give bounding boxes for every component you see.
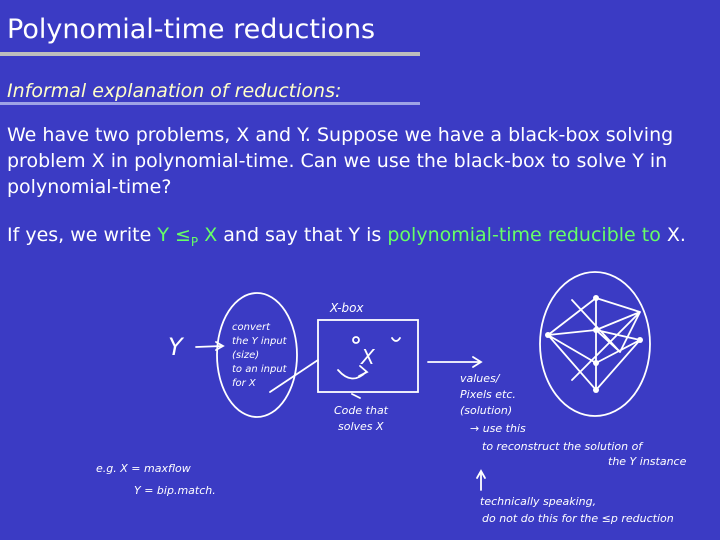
definition-suffix: X.: [660, 224, 686, 246]
definition-prefix: If yes, we write: [7, 224, 158, 246]
page-title: Polynomial-time reductions: [7, 14, 376, 45]
hw-code-line-2: solves X: [338, 420, 384, 433]
notation-x: X: [204, 224, 218, 246]
hw-convert-line-3: (size): [232, 350, 260, 361]
hw-convert-line-2: the Y input: [232, 336, 287, 347]
notation-y: Y: [157, 224, 169, 246]
hw-eg-line-2: Y = bip.match.: [134, 484, 216, 497]
network-edges: [548, 298, 640, 390]
section-subtitle: Informal explanation of reductions:: [7, 80, 342, 102]
hw-values-line-2: Pixels etc.: [460, 388, 516, 401]
network-node-sink: [637, 337, 643, 343]
code-pointer: [352, 394, 360, 398]
notation-sub-p: P: [190, 234, 199, 249]
hw-technical-line-2: do not do this for the ≤p reduction: [482, 512, 674, 525]
paragraph-question: We have two problems, X and Y. Suppose we have a black-box solving problem X in polynomial-time. Can we use the black-box to solve Y in polynomial-time?: [7, 124, 674, 198]
hw-convert-line-5: for X: [232, 378, 256, 389]
box-dot-left: [353, 337, 359, 343]
definition-middle: and say that Y is: [217, 224, 388, 246]
box-mark-right: [392, 338, 400, 341]
hw-xbox-label: X-box: [330, 301, 364, 315]
hw-convert-line-1: convert: [232, 322, 271, 333]
network-node-d: [593, 387, 599, 393]
hw-y-label: Y: [168, 333, 183, 361]
hw-eg-line-1: e.g. X = maxflow: [96, 462, 191, 475]
notation-leq: ≤: [174, 224, 191, 246]
network-node-c: [593, 360, 599, 366]
hw-values-line-1: values/: [460, 372, 500, 385]
hw-values-line-3: (solution): [460, 404, 513, 417]
term-reducible: polynomial-time reducible to: [387, 224, 661, 246]
hw-technical-line-1: technically speaking,: [480, 495, 597, 508]
network-node-source: [545, 332, 551, 338]
hw-decision-line-3: the Y instance: [608, 455, 687, 468]
network-node-b: [593, 327, 599, 333]
hw-decision-line-2: to reconstruct the solution of: [482, 440, 643, 453]
hw-code-line-1: Code that: [334, 404, 388, 417]
hw-box-x: X: [361, 345, 375, 369]
hw-decision-line-1: → use this: [470, 422, 526, 435]
network-node-a: [593, 295, 599, 301]
hw-convert-line-4: to an input: [232, 364, 287, 375]
